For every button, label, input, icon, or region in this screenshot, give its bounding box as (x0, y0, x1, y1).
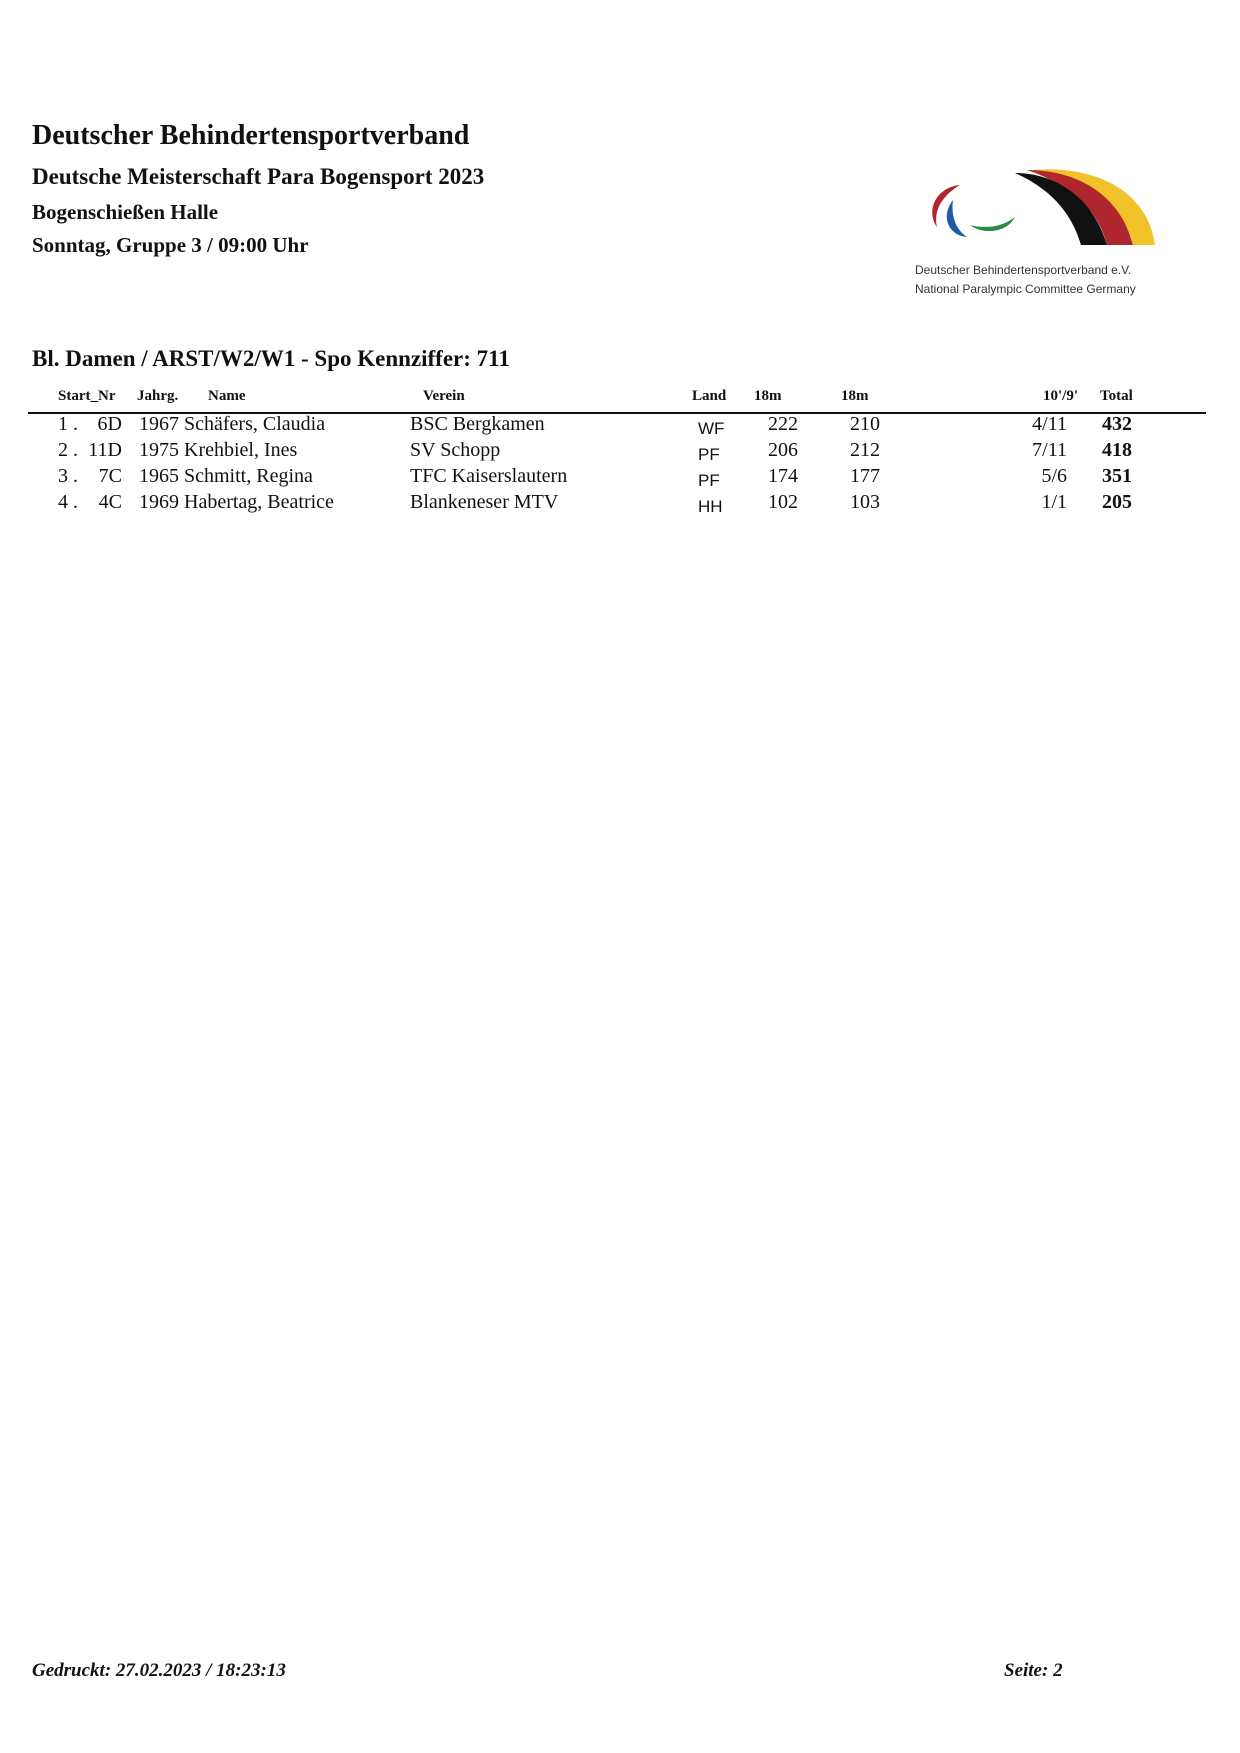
col-18m-1: 18m (754, 388, 782, 404)
row-18m-1: 102 (768, 491, 798, 513)
row-name: Habertag, Beatrice (184, 491, 334, 513)
row-place: 3 . (58, 465, 78, 487)
row-land: WF (698, 419, 725, 438)
discipline-title: Bogenschießen Halle (32, 200, 219, 224)
dbs-logo (915, 165, 1165, 305)
row-place: 2 . (58, 439, 78, 461)
row-year: 1967 (139, 413, 179, 435)
row-land: PF (698, 445, 720, 464)
row-18m-1: 174 (768, 465, 798, 487)
col-18m-2: 18m (841, 388, 869, 404)
col-tens: 10'/9' (1042, 388, 1078, 404)
event-title: Deutsche Meisterschaft Para Bogensport 2023 (32, 164, 485, 189)
row-place: 1 . (58, 413, 78, 435)
row-name: Schäfers, Claudia (184, 413, 326, 435)
paralympic-agitos-icon (915, 165, 1165, 255)
row-year: 1975 (139, 439, 179, 461)
row-total: 351 (1102, 465, 1132, 487)
row-tens: 7/11 (1032, 439, 1067, 461)
row-land: HH (698, 497, 723, 516)
row-start-nr: 7C (98, 465, 122, 487)
col-land: Land (692, 388, 727, 404)
row-18m-1: 206 (768, 439, 798, 461)
col-verein: Verein (423, 388, 465, 404)
row-land: PF (698, 471, 720, 490)
row-place: 4 . (58, 491, 78, 513)
printed-timestamp: Gedruckt: 27.02.2023 / 18:23:13 (32, 1660, 286, 1681)
row-total: 432 (1102, 413, 1132, 435)
logo-text-line2: National Paralympic Committee Germany (915, 282, 1136, 296)
row-name: Schmitt, Regina (184, 465, 313, 487)
row-tens: 5/6 (1041, 465, 1067, 487)
row-18m-2: 212 (850, 439, 880, 461)
row-club: TFC Kaiserslautern (410, 465, 568, 487)
row-start-nr: 6D (97, 413, 122, 435)
col-start-nr: Start_Nr (58, 388, 116, 404)
row-total: 418 (1102, 439, 1132, 461)
row-18m-2: 103 (850, 491, 880, 513)
section-title: Bl. Damen / ARST/W2/W1 - Spo Kennziffer: 711 (32, 346, 510, 371)
row-club: Blankeneser MTV (410, 491, 559, 513)
row-club: BSC Bergkamen (410, 413, 545, 435)
row-18m-2: 210 (850, 413, 880, 435)
row-year: 1969 (139, 491, 179, 513)
row-name: Krehbiel, Ines (184, 439, 298, 461)
col-name: Name (208, 388, 246, 404)
row-year: 1965 (139, 465, 179, 487)
row-18m-1: 222 (768, 413, 798, 435)
page-number: Seite: 2 (1004, 1660, 1063, 1681)
row-tens: 1/1 (1041, 491, 1067, 513)
row-total: 205 (1102, 491, 1132, 513)
logo-text-line1: Deutscher Behindertensportverband e.V. (915, 263, 1132, 277)
row-18m-2: 177 (850, 465, 880, 487)
org-title: Deutscher Behindertensportverband (32, 120, 470, 151)
row-start-nr: 4C (98, 491, 122, 513)
col-total: Total (1100, 388, 1133, 404)
row-club: SV Schopp (410, 439, 501, 461)
row-start-nr: 11D (88, 439, 122, 461)
session-title: Sonntag, Gruppe 3 / 09:00 Uhr (32, 233, 309, 257)
row-tens: 4/11 (1032, 413, 1067, 435)
col-jahrg: Jahrg. (137, 388, 179, 404)
